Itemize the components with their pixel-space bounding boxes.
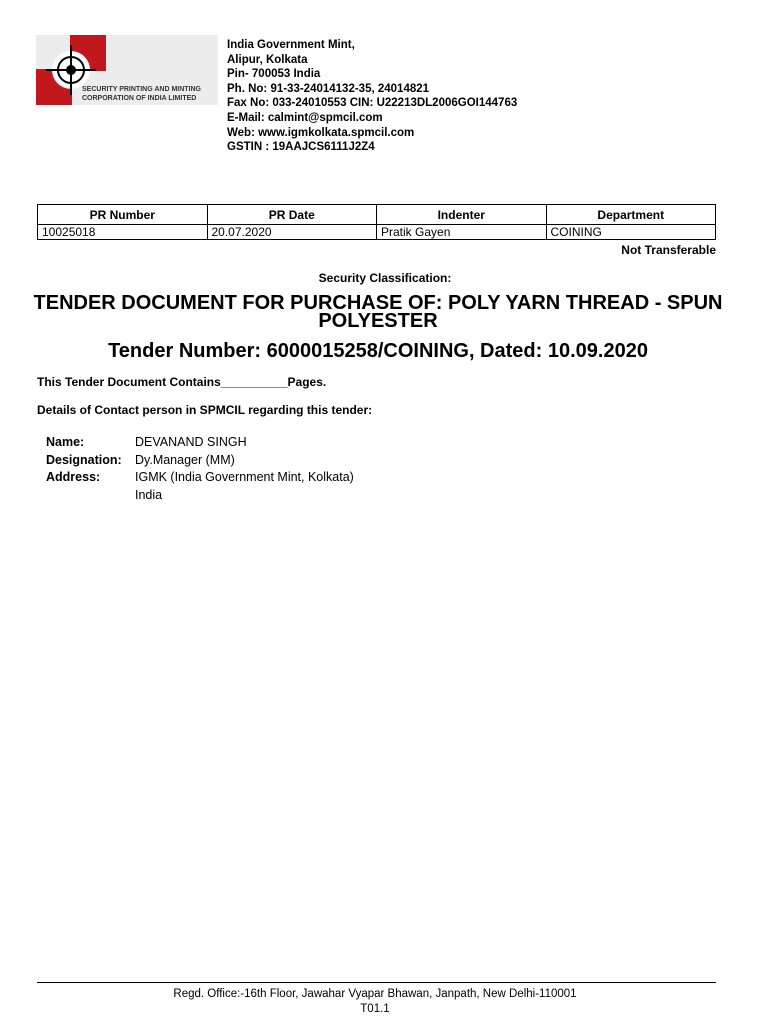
- not-transferable-label: Not Transferable: [621, 243, 716, 257]
- address-line: Ph. No: 91-33-24014132-35, 24014821: [227, 82, 430, 95]
- document-code: T01.1: [360, 1003, 390, 1015]
- pr-date-cell: 20.07.2020: [207, 225, 377, 240]
- address-line: India Government Mint,: [227, 39, 355, 51]
- contact-row-address: [46, 469, 354, 504]
- address-value-line1: IGMK (India Government Mint, Kolkata): [135, 470, 354, 484]
- address-value-line2: India: [135, 487, 163, 502]
- table-row: [38, 225, 716, 240]
- document-title: TENDER DOCUMENT FOR PURCHASE OF: POLY YARN THREAD - SPUN POLYESTER: [33, 292, 723, 332]
- pr-table-header: [38, 205, 716, 225]
- pr-number-cell: 10025018: [38, 225, 208, 240]
- pr-number-header: PR Number: [38, 205, 208, 225]
- address-line: Pin- 700053 India: [227, 68, 321, 81]
- mint-address-block: [227, 38, 517, 155]
- address-label: Address:: [46, 470, 101, 484]
- address-line: E-Mail: calmint@spmcil.com: [227, 111, 383, 124]
- footer-divider: [37, 982, 716, 983]
- tender-number: Tender Number: 6000015258/COINING, Dated: 10.09.2020: [108, 340, 648, 362]
- pr-date-header: PR Date: [207, 205, 377, 225]
- pr-table: [37, 204, 716, 240]
- indenter-cell: Pratik Gayen: [377, 225, 547, 240]
- logo-line2: CORPORATION OF INDIA LIMITED: [82, 95, 197, 102]
- name-label: Name:: [46, 435, 85, 449]
- contact-row-name: [46, 434, 354, 452]
- designation-value: Dy.Manager (MM): [135, 452, 235, 467]
- address-line: Alipur, Kolkata: [227, 53, 308, 66]
- spmcil-logo: [36, 35, 218, 105]
- designation-label: Designation:: [46, 452, 122, 467]
- address-line: Fax No: 033-24010553 CIN: U22213DL2006GOI144763: [227, 97, 518, 110]
- address-value: [135, 469, 354, 504]
- indenter-header: Indenter: [377, 205, 547, 225]
- security-classification-label: Security Classification:: [318, 271, 452, 285]
- address-line: Web: www.igmkolkata.spmcil.com: [227, 126, 415, 139]
- pages-line: This Tender Document Contains__________Pages.: [37, 375, 327, 389]
- logo-line1: SECURITY PRINTING AND MINTING: [82, 86, 202, 93]
- contact-details: [46, 434, 354, 504]
- contact-heading: Details of Contact person in SPMCIL regarding this tender:: [37, 403, 373, 417]
- registered-office: Regd. Office:-16th Floor, Jawahar Vyapar Bhawan, Janpath, New Delhi-110001: [173, 988, 577, 1000]
- department-header: Department: [546, 205, 716, 225]
- address-line: GSTIN : 19AAJCS6111J2Z4: [227, 141, 375, 154]
- contact-row-designation: [46, 452, 354, 470]
- department-cell: COINING: [546, 225, 716, 240]
- name-value: DEVANAND SINGH: [135, 435, 247, 449]
